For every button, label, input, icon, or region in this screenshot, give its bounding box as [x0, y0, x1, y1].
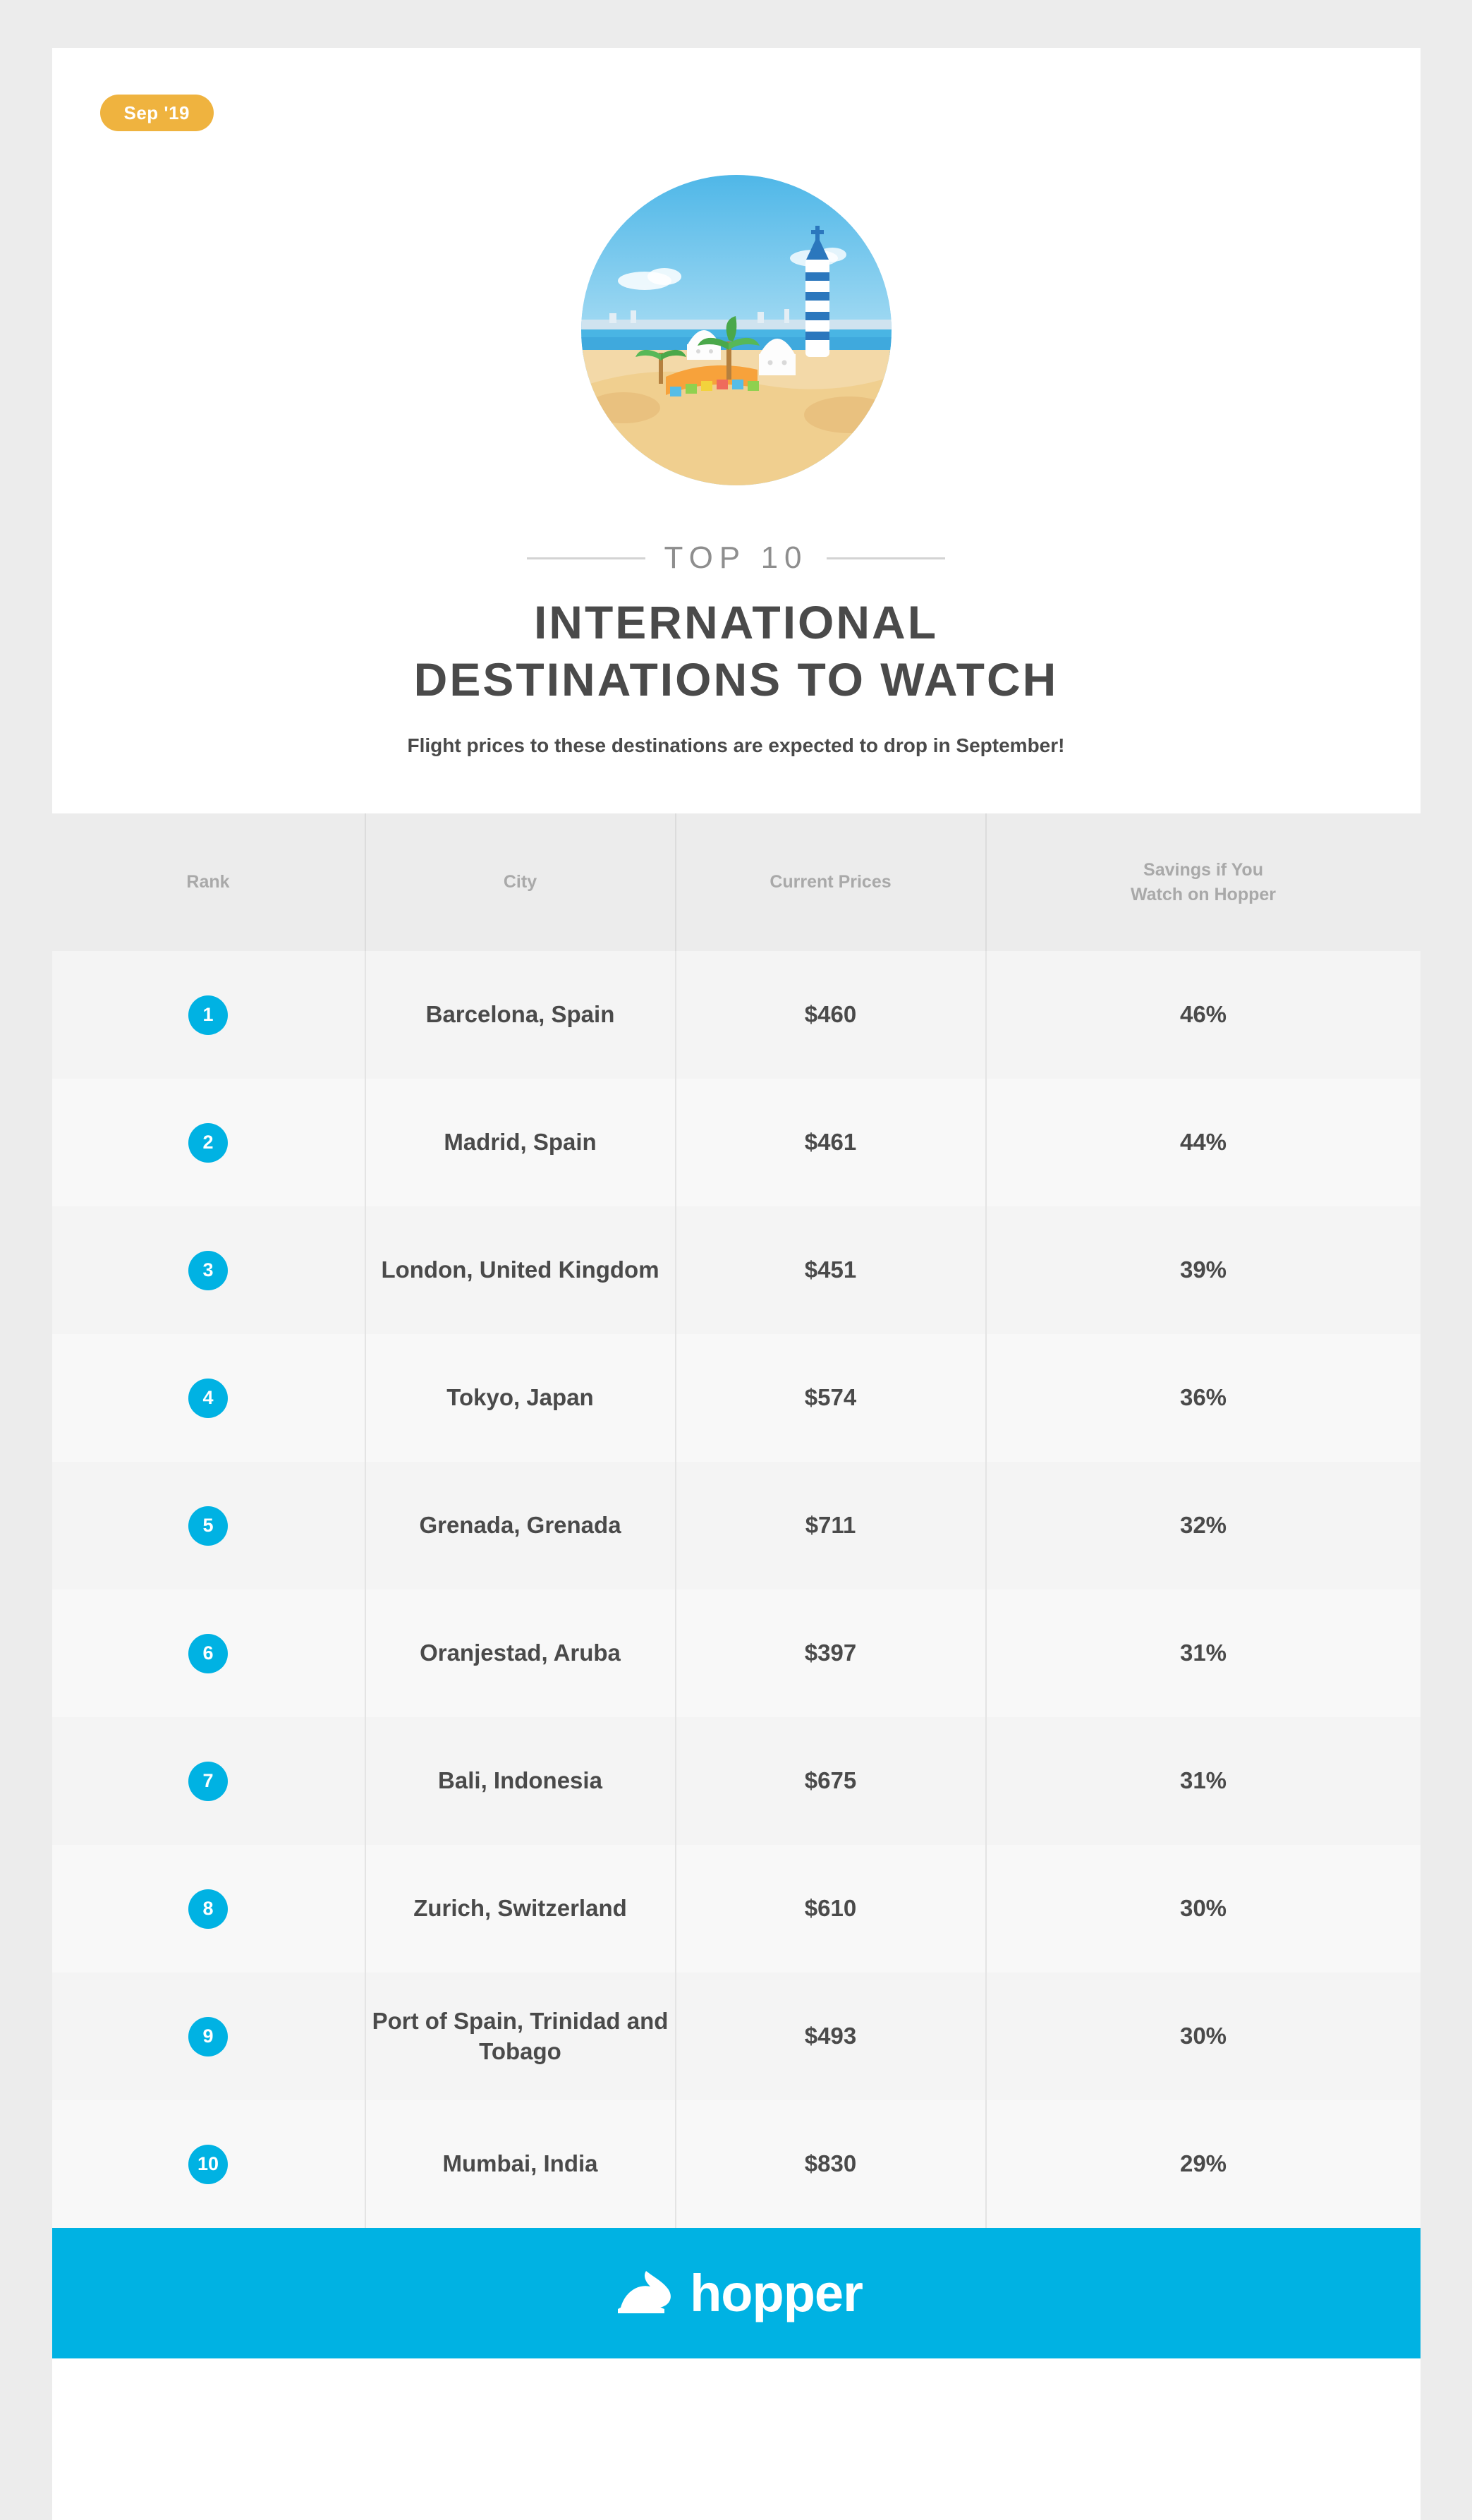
hero-image-wrap — [52, 48, 1421, 485]
header — [52, 48, 1421, 813]
cell-savings: 29% — [986, 2100, 1421, 2228]
cell-price: $451 — [676, 1206, 986, 1334]
table-row — [52, 2100, 1421, 2228]
rank-badge: 7 — [188, 1762, 228, 1801]
destinations-table — [52, 813, 1421, 2228]
rank-badge: 4 — [188, 1379, 228, 1418]
hopper-bunny-icon — [609, 2268, 677, 2319]
table-row — [52, 1462, 1421, 1589]
table-row — [52, 1334, 1421, 1462]
rank-badge: 5 — [188, 1506, 228, 1546]
column-header-savings-line1: Savings if You — [1143, 859, 1263, 880]
cell-savings: 46% — [986, 951, 1421, 1079]
cell-price: $574 — [676, 1334, 986, 1462]
cell-savings: 31% — [986, 1717, 1421, 1845]
column-header-city: City — [365, 813, 676, 951]
page-title-line1: INTERNATIONAL — [533, 596, 939, 648]
rank-badge: 3 — [188, 1251, 228, 1290]
cell-city: Madrid, Spain — [365, 1079, 676, 1206]
cell-savings: 44% — [986, 1079, 1421, 1206]
table-row — [52, 951, 1421, 1079]
cell-price: $610 — [676, 1845, 986, 1973]
cell-savings: 31% — [986, 1589, 1421, 1717]
rank-badge: 8 — [188, 1889, 228, 1929]
hero-illustration — [581, 175, 892, 485]
cell-rank — [52, 1462, 365, 1589]
cell-city: London, United Kingdom — [365, 1206, 676, 1334]
barcelona-illustration-icon — [581, 175, 892, 485]
rank-badge: 2 — [188, 1123, 228, 1163]
cell-rank — [52, 1589, 365, 1717]
cell-price: $493 — [676, 1973, 986, 2100]
eyebrow-row — [52, 540, 1421, 576]
cell-city: Port of Spain, Trinidad and Tobago — [365, 1973, 676, 2100]
cell-savings: 30% — [986, 1973, 1421, 2100]
cell-savings: 32% — [986, 1462, 1421, 1589]
cell-price: $460 — [676, 951, 986, 1079]
cell-rank — [52, 1973, 365, 2100]
brand-name: hopper — [690, 2263, 863, 2322]
page-title-line2: DESTINATIONS TO WATCH — [413, 653, 1059, 705]
cell-rank — [52, 1334, 365, 1462]
eyebrow-text: TOP 10 — [664, 540, 808, 575]
cell-price: $711 — [676, 1462, 986, 1589]
table-row — [52, 1845, 1421, 1973]
eyebrow-rule-left — [527, 557, 645, 559]
cell-city: Tokyo, Japan — [365, 1334, 676, 1462]
eyebrow-rule-right — [827, 557, 945, 559]
cell-savings: 39% — [986, 1206, 1421, 1334]
cell-rank — [52, 1717, 365, 1845]
page-subtitle: Flight prices to these destinations are expected to drop in September! — [407, 734, 1065, 757]
cell-price: $830 — [676, 2100, 986, 2228]
table-row — [52, 1079, 1421, 1206]
cell-rank — [52, 1206, 365, 1334]
table-row — [52, 1973, 1421, 2100]
cell-city: Bali, Indonesia — [365, 1717, 676, 1845]
column-header-savings-line2: Watch on Hopper — [1130, 884, 1276, 904]
cell-rank — [52, 951, 365, 1079]
rank-badge: 9 — [188, 2017, 228, 2056]
cell-city: Oranjestad, Aruba — [365, 1589, 676, 1717]
footer — [52, 2228, 1421, 2358]
cell-rank — [52, 1845, 365, 1973]
cell-city: Grenada, Grenada — [365, 1462, 676, 1589]
table-head — [52, 813, 1421, 951]
table-row — [52, 1717, 1421, 1845]
cell-city: Mumbai, India — [365, 2100, 676, 2228]
cell-city: Barcelona, Spain — [365, 951, 676, 1079]
rank-badge: 1 — [188, 995, 228, 1035]
cell-rank — [52, 1079, 365, 1206]
cell-rank — [52, 2100, 365, 2228]
table-row — [52, 1206, 1421, 1334]
cell-price: $675 — [676, 1717, 986, 1845]
infographic-card — [52, 48, 1421, 2520]
cell-savings: 36% — [986, 1334, 1421, 1462]
table-row — [52, 1589, 1421, 1717]
column-header-price: Current Prices — [676, 813, 986, 951]
cell-city: Zurich, Switzerland — [365, 1845, 676, 1973]
rank-badge: 10 — [188, 2145, 228, 2184]
table-header-row — [52, 813, 1421, 951]
rank-badge: 6 — [188, 1634, 228, 1673]
cell-price: $397 — [676, 1589, 986, 1717]
column-header-savings — [986, 813, 1421, 951]
cell-price: $461 — [676, 1079, 986, 1206]
column-header-rank: Rank — [52, 813, 365, 951]
cell-savings: 30% — [986, 1845, 1421, 1973]
date-badge: Sep '19 — [100, 95, 214, 131]
page-title — [52, 594, 1421, 708]
table-body — [52, 951, 1421, 2228]
